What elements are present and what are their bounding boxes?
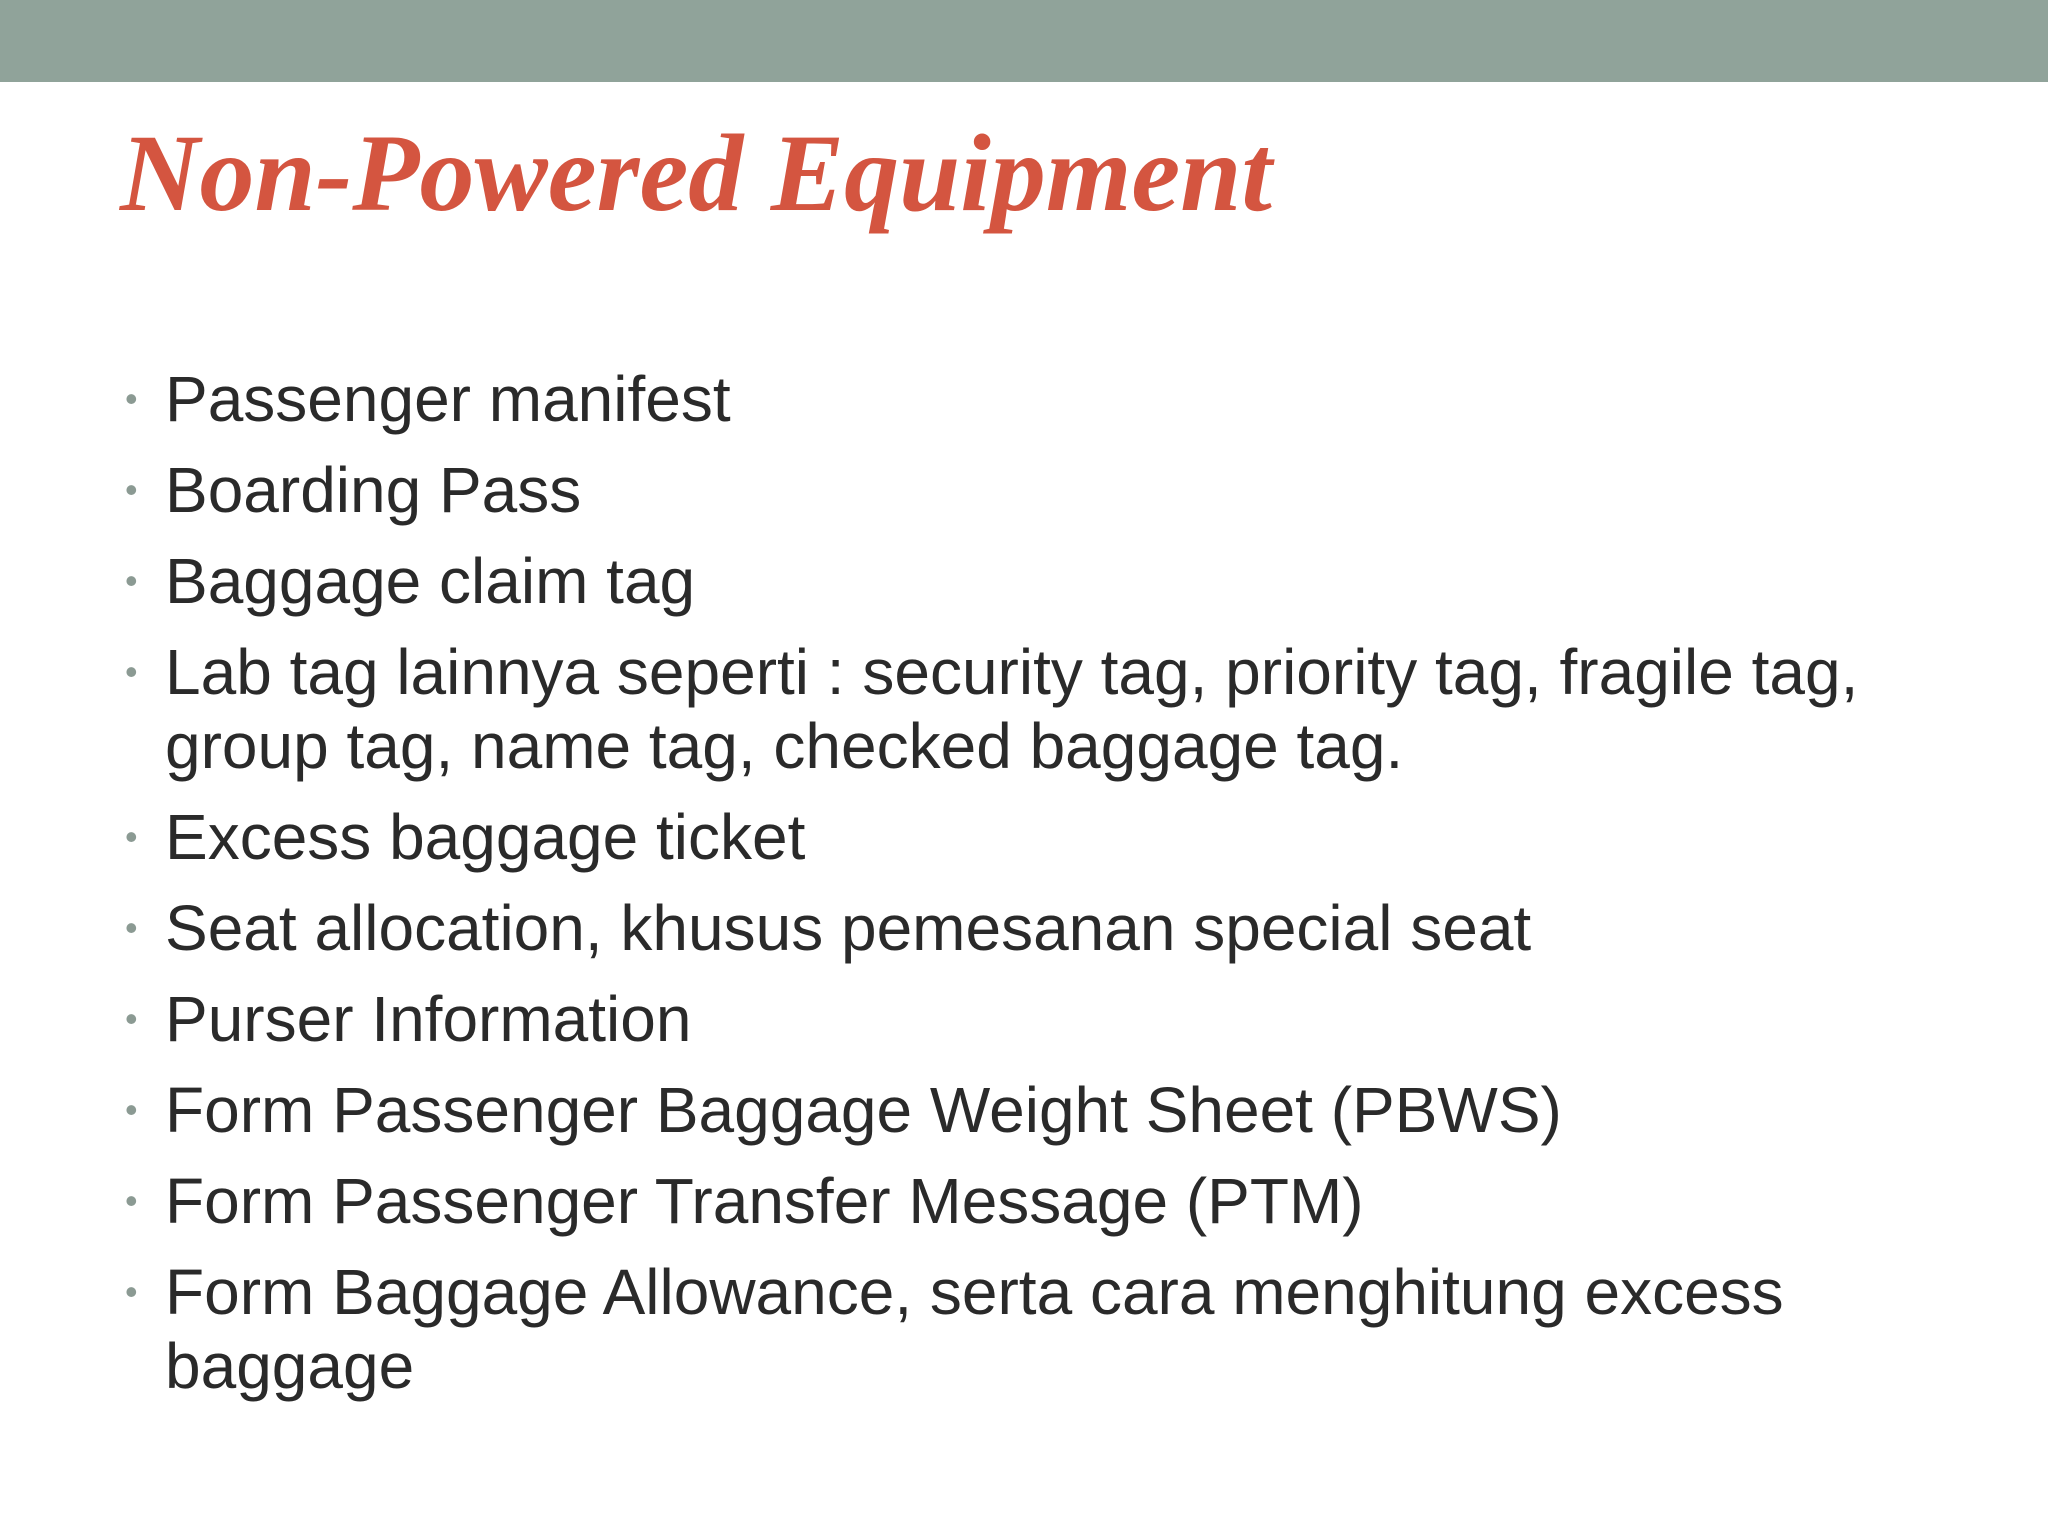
bullet-text: Baggage claim tag xyxy=(165,545,696,617)
bullet-text: Passenger manifest xyxy=(165,363,731,435)
bullet-dot-icon: • xyxy=(125,816,138,857)
list-item xyxy=(120,362,1960,436)
bullet-list xyxy=(120,362,1960,1420)
list-item xyxy=(120,982,1960,1056)
bullet-text: Form Passenger Baggage Weight Sheet (PBWS) xyxy=(165,1074,1562,1146)
list-item xyxy=(120,1164,1960,1238)
list-item xyxy=(120,453,1960,527)
bullet-dot-icon: • xyxy=(125,469,138,510)
slide-title: Non-Powered Equipment xyxy=(120,112,1272,234)
list-item xyxy=(120,800,1960,874)
bullet-dot-icon: • xyxy=(125,1180,138,1221)
bullet-dot-icon: • xyxy=(125,378,138,419)
bullet-text: Form Baggage Allowance, serta cara menghitung excess baggage xyxy=(165,1256,1784,1402)
bullet-dot-icon: • xyxy=(125,651,138,692)
list-item xyxy=(120,1073,1960,1147)
bullet-text: Lab tag lainnya seperti : security tag, priority tag, fragile tag, group tag, name tag, checked baggage tag. xyxy=(165,636,1859,782)
list-item xyxy=(120,891,1960,965)
bullet-dot-icon: • xyxy=(125,907,138,948)
bullet-text: Seat allocation, khusus pemesanan special seat xyxy=(165,892,1532,964)
bullet-dot-icon: • xyxy=(125,998,138,1039)
bullet-dot-icon: • xyxy=(125,560,138,601)
bullet-text: Boarding Pass xyxy=(165,454,582,526)
top-color-band xyxy=(0,0,2048,82)
bullet-text: Excess baggage ticket xyxy=(165,801,806,873)
bullet-dot-icon: • xyxy=(125,1271,138,1312)
bullet-dot-icon: • xyxy=(125,1089,138,1130)
bullet-text: Form Passenger Transfer Message (PTM) xyxy=(165,1165,1364,1237)
list-item xyxy=(120,544,1960,618)
bullet-text: Purser Information xyxy=(165,983,692,1055)
list-item xyxy=(120,635,1960,783)
list-item xyxy=(120,1255,1960,1403)
